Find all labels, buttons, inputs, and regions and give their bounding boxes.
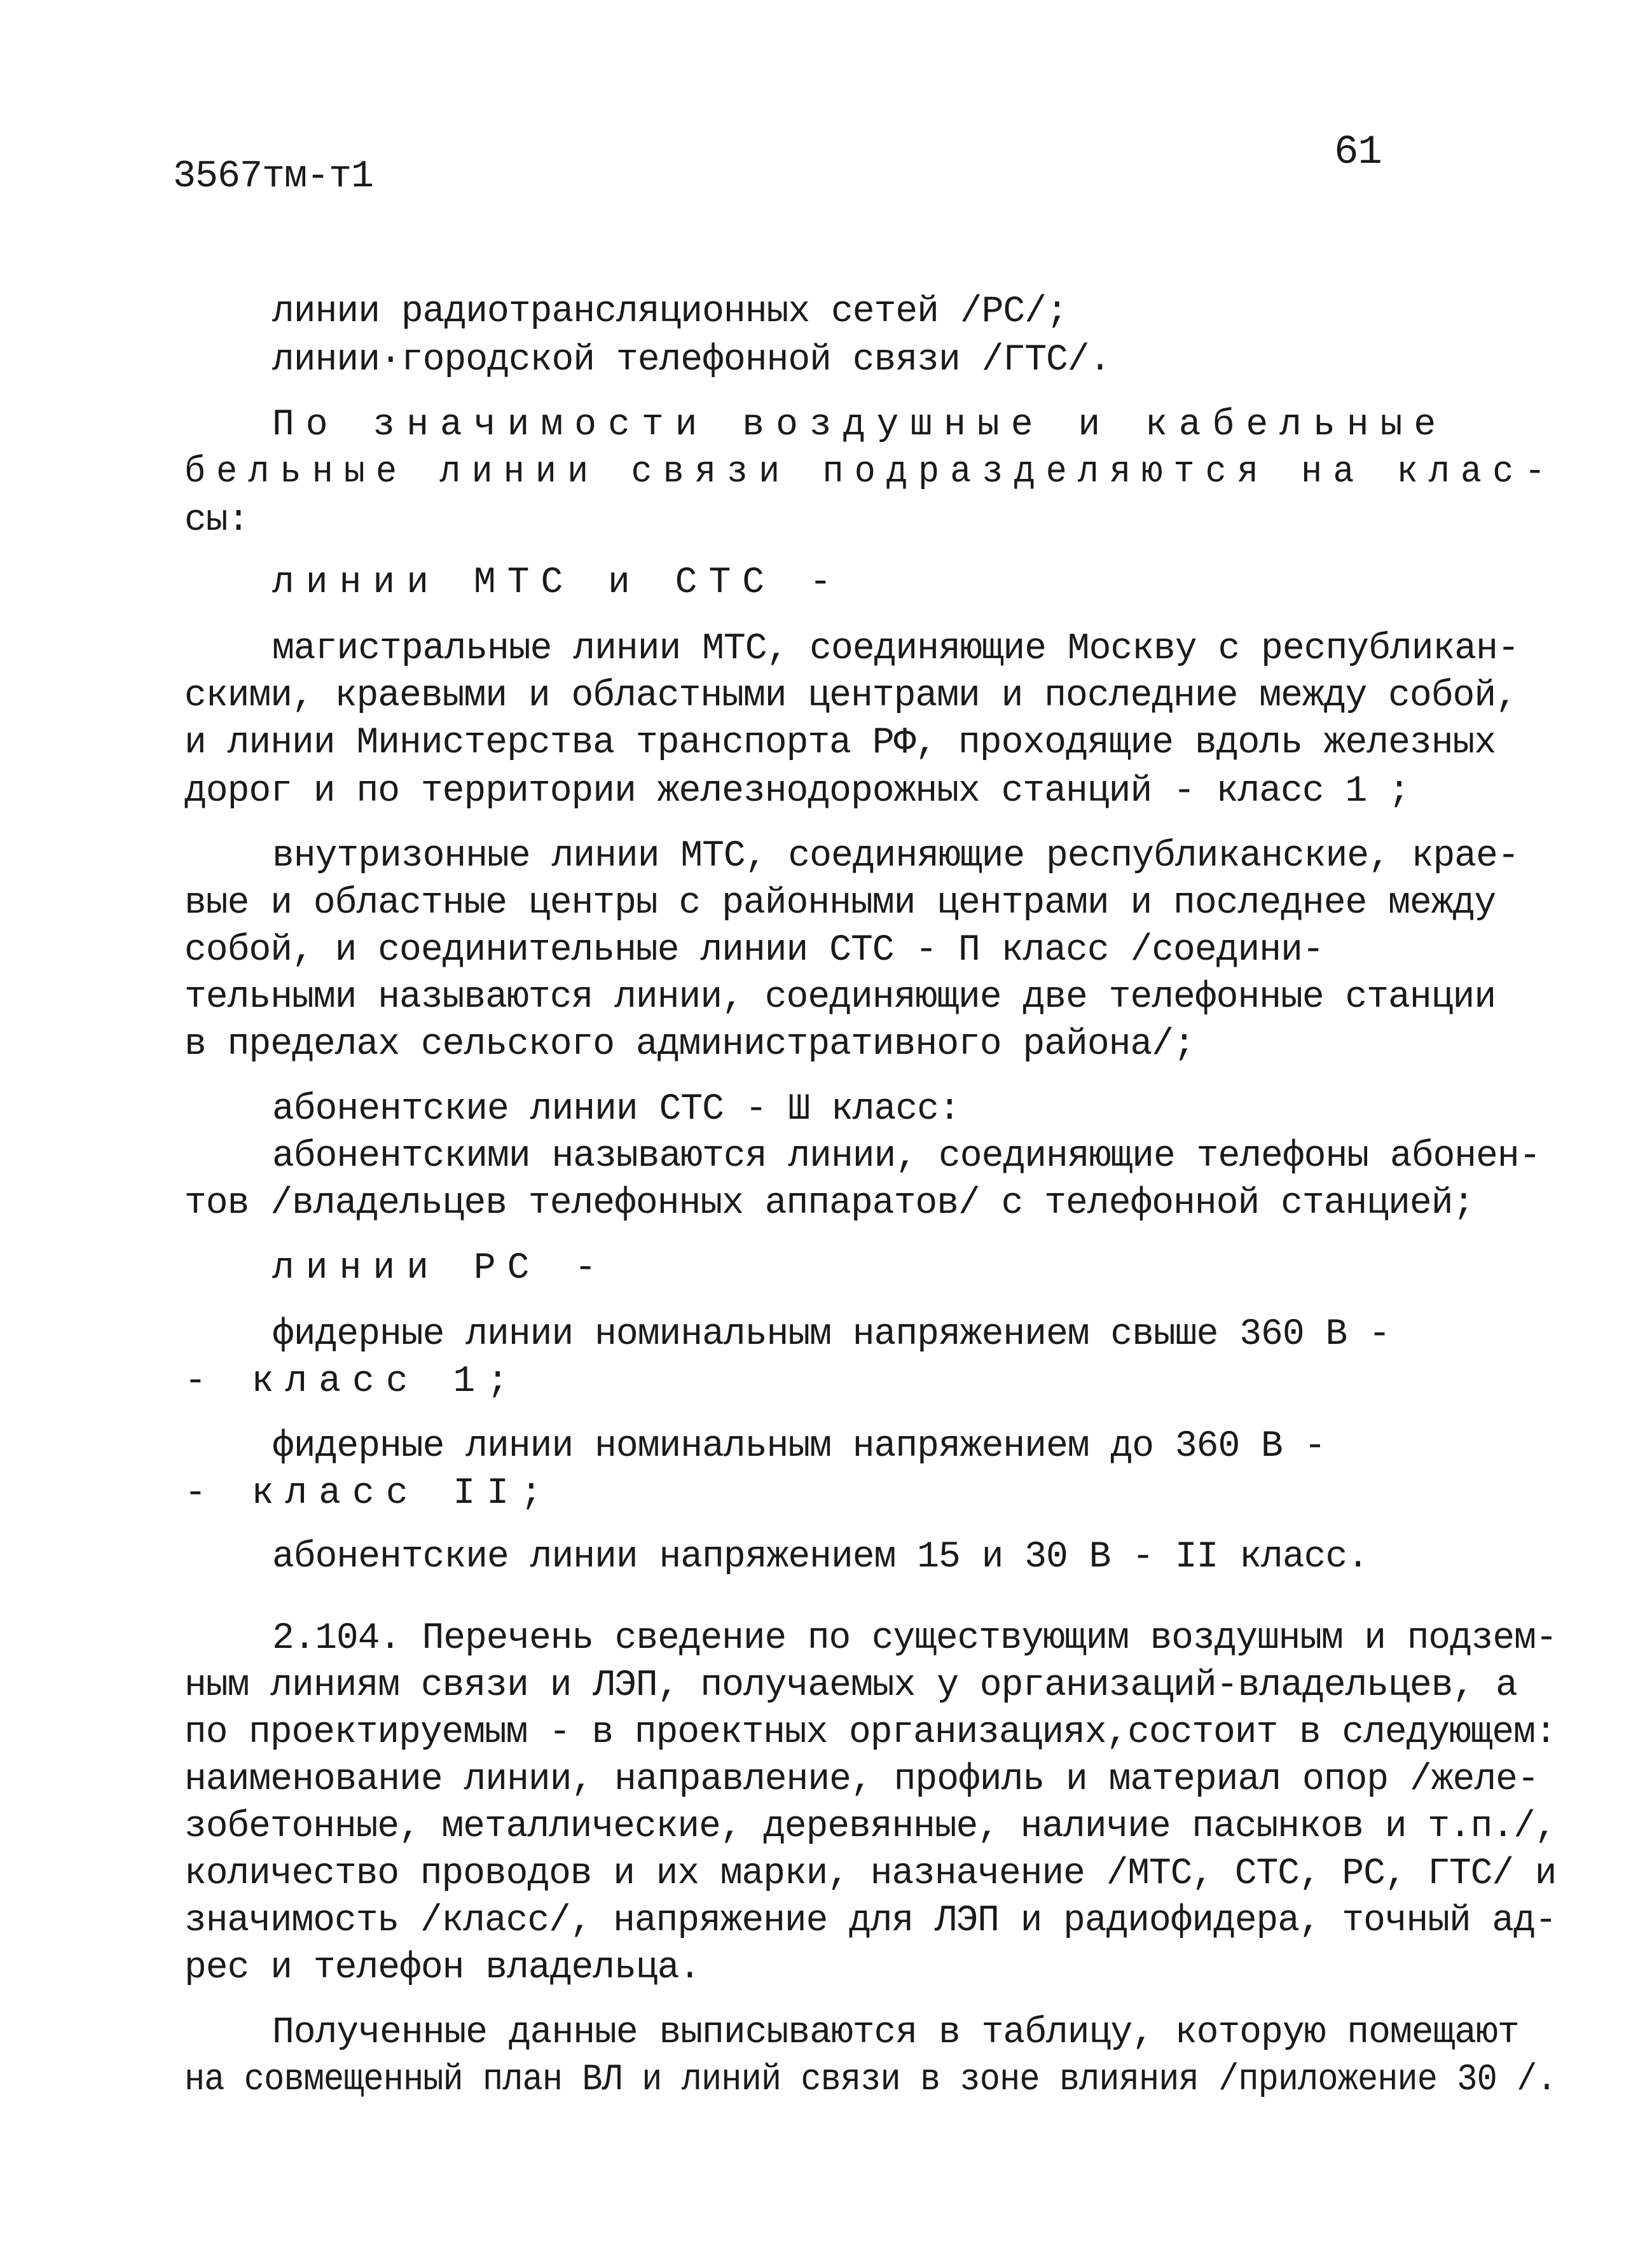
text-line: сы: bbox=[184, 500, 249, 541]
text-line: внутризонные линии МТС, соединяющие республиканские, крае- bbox=[272, 836, 1519, 877]
text-line: в пределах сельского административного района/; bbox=[184, 1024, 1195, 1065]
document-code: 3567тм-т1 bbox=[173, 155, 374, 198]
text-line: линии радиотрансляционных сетей /РС/; bbox=[272, 291, 1068, 333]
text-line: Полученные данные выписываются в таблицу, которую помещают bbox=[272, 2012, 1519, 2054]
text-line: скими, краевыми и областными центрами и последние между собой, bbox=[184, 675, 1517, 717]
text-line: фидерные линии номинальным напряжением до 360 В - bbox=[272, 1426, 1326, 1467]
text-line: и линии Министерства транспорта РФ, проходящие вдоль железных bbox=[184, 723, 1496, 764]
text-line: - класс II; bbox=[184, 1473, 554, 1514]
text-line: по проектируемым - в проектных организациях,состоит в следующем: bbox=[184, 1712, 1557, 1753]
text-line: линии РС - bbox=[272, 1248, 609, 1289]
text-line: значимость /класс/, напряжение для ЛЭП и радиофидера, точный ад- bbox=[184, 1900, 1557, 1942]
text-line: тельными называются линии, соединяющие две телефонные станции bbox=[184, 977, 1496, 1018]
text-line: - класс 1; bbox=[184, 1361, 521, 1402]
page-number: 61 bbox=[1334, 130, 1382, 176]
text-line: линии МТС и СТС - bbox=[272, 562, 843, 604]
text-line: ным линиям связи и ЛЭП, получаемых у организаций-владельцев, а bbox=[184, 1665, 1517, 1706]
text-line: дорог и по территории железнодорожных станций - класс 1 ; bbox=[184, 771, 1410, 812]
text-line: тов /владельцев телефонных аппаратов/ с телефонной станцией; bbox=[184, 1183, 1475, 1224]
text-line: фидерные линии номинальным напряжением свыше 360 В - bbox=[272, 1314, 1390, 1355]
text-line: магистральные линии МТС, соединяющие Москву с республикан- bbox=[272, 628, 1519, 670]
text-line: вые и областные центры с районными центрами и последнее между bbox=[184, 883, 1496, 924]
text-line: абонентскими называются линии, соединяющие телефоны абонен- bbox=[272, 1136, 1541, 1177]
text-line: зобетонные, металлические, деревянные, наличие пасынков и т.п./, bbox=[184, 1806, 1557, 1848]
text-line: абонентские линии напряжением 15 и 30 В - II класс. bbox=[272, 1537, 1369, 1578]
text-line: количество проводов и их марки, назначение /МТС, СТС, РС, ГТС/ и bbox=[184, 1853, 1557, 1895]
text-line: рес и телефон владельца. bbox=[184, 1947, 701, 1989]
text-line: бельные линии связи подразделяются на клас- bbox=[184, 452, 1557, 493]
text-line: наименование линии, направление, профиль и материал опор /желе- bbox=[184, 1759, 1539, 1801]
text-line: абонентские линии СТС - Ш класс: bbox=[272, 1089, 960, 1130]
text-line: на совмещенный план ВЛ и линий связи в зоне влияния /приложение 30 /. bbox=[184, 2059, 1557, 2101]
text-line: линии·городской телефонной связи /ГТС/. bbox=[272, 340, 1111, 381]
text-line: собой, и соединительные линии СТС - П класс /соедини- bbox=[184, 930, 1324, 971]
text-line: 2.104. Перечень сведение по существующим воздушным и подзем- bbox=[272, 1618, 1557, 1659]
text-line: По значимости воздушные и кабельные bbox=[272, 404, 1448, 446]
